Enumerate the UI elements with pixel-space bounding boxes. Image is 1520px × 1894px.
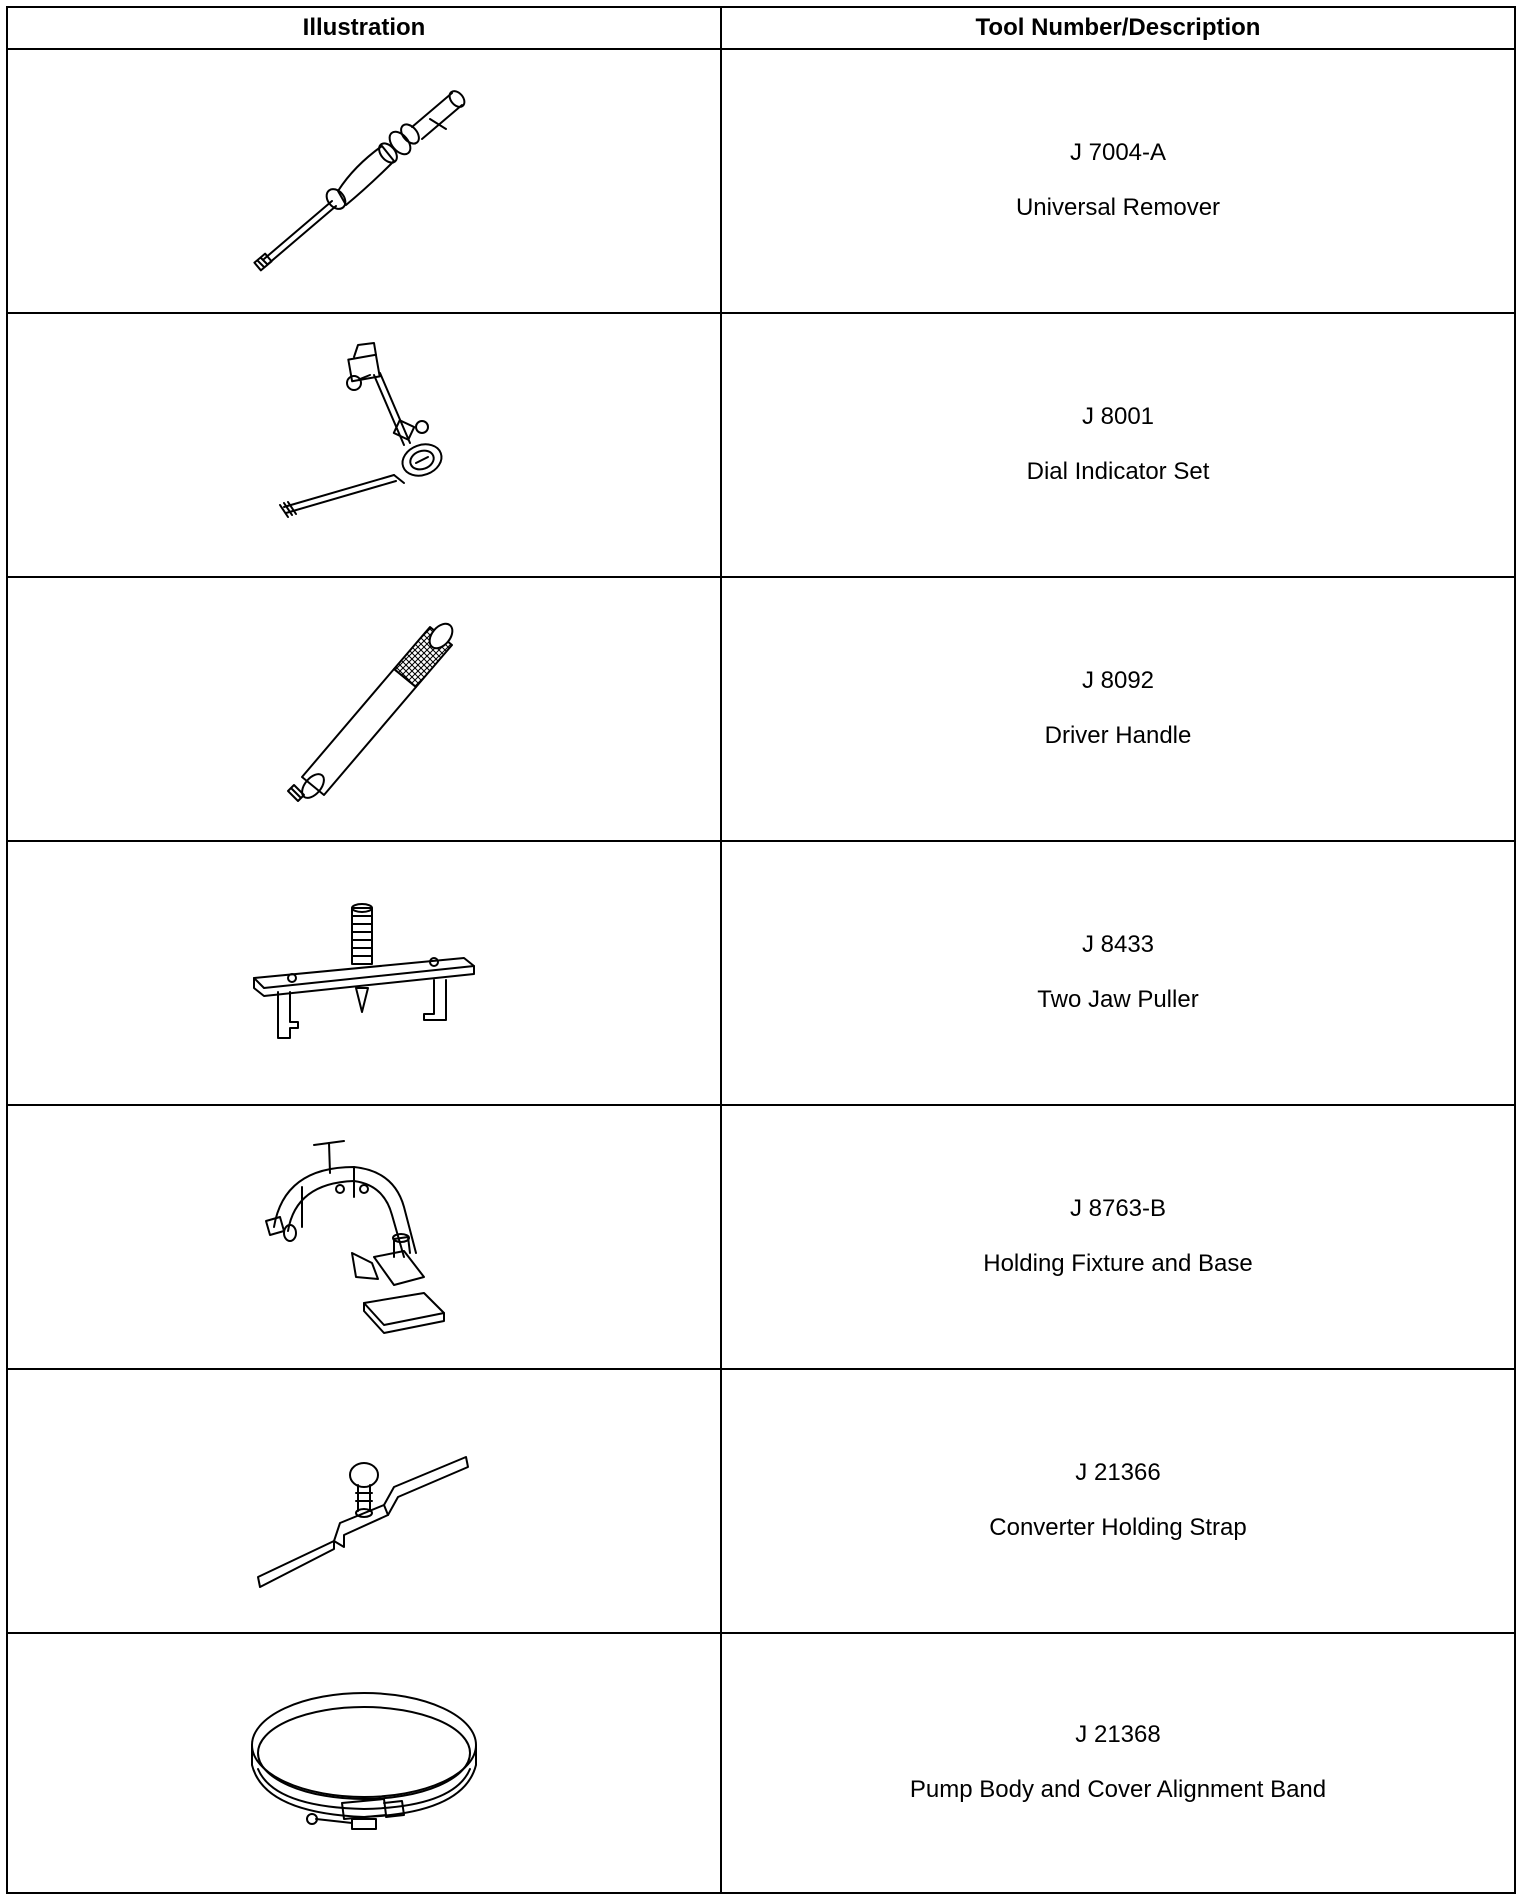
description-cell [721, 1633, 1515, 1893]
tool-number: J 8092 [1081, 667, 1155, 695]
table-row [7, 577, 1515, 841]
tool-description: Converter Holding Strap [989, 1514, 1247, 1541]
description-cell [721, 577, 1515, 841]
alignment-band-icon [234, 1673, 494, 1853]
header-row [7, 7, 1515, 49]
special-tools-table [6, 6, 1516, 1894]
tool-number: J 8001 [1081, 403, 1155, 431]
holding-fixture-icon [244, 1127, 484, 1347]
tool-number: J 8433 [1081, 931, 1155, 959]
illustration-cell [7, 1633, 721, 1893]
tool-description: Driver Handle [1044, 722, 1192, 749]
illustration-header: Illustration [7, 7, 721, 49]
illustration-cell [7, 1105, 721, 1369]
description-cell [721, 313, 1515, 577]
tool-number: J 8763-B [1069, 1195, 1167, 1223]
two-jaw-puller-icon [234, 878, 494, 1068]
tool-number: J 21368 [1075, 1721, 1161, 1749]
illustration-cell [7, 841, 721, 1105]
table-row [7, 841, 1515, 1105]
tool-description: Dial Indicator Set [1026, 458, 1210, 485]
description-cell [721, 1369, 1515, 1633]
tool-description: Universal Remover [1015, 194, 1221, 221]
table-row [7, 1105, 1515, 1369]
tool-number: J 7004-A [1069, 139, 1167, 167]
tool-description: Holding Fixture and Base [983, 1250, 1253, 1277]
tool-number: J 21366 [1075, 1459, 1161, 1487]
holding-strap-icon [234, 1401, 494, 1601]
table-row [7, 313, 1515, 577]
dial-indicator-icon [244, 335, 484, 555]
universal-remover-icon [234, 71, 494, 291]
illustration-cell [7, 577, 721, 841]
illustration-cell [7, 49, 721, 313]
driver-handle-icon [244, 599, 484, 819]
description-cell [721, 1105, 1515, 1369]
tool-description: Pump Body and Cover Alignment Band [909, 1776, 1327, 1803]
table-row [7, 1369, 1515, 1633]
tool-description: Two Jaw Puller [1037, 986, 1199, 1013]
table-row [7, 49, 1515, 313]
illustration-cell [7, 313, 721, 577]
illustration-cell [7, 1369, 721, 1633]
description-cell [721, 841, 1515, 1105]
table-row [7, 1633, 1515, 1893]
tool-description-header: Tool Number/Description [721, 7, 1515, 49]
description-cell [721, 49, 1515, 313]
